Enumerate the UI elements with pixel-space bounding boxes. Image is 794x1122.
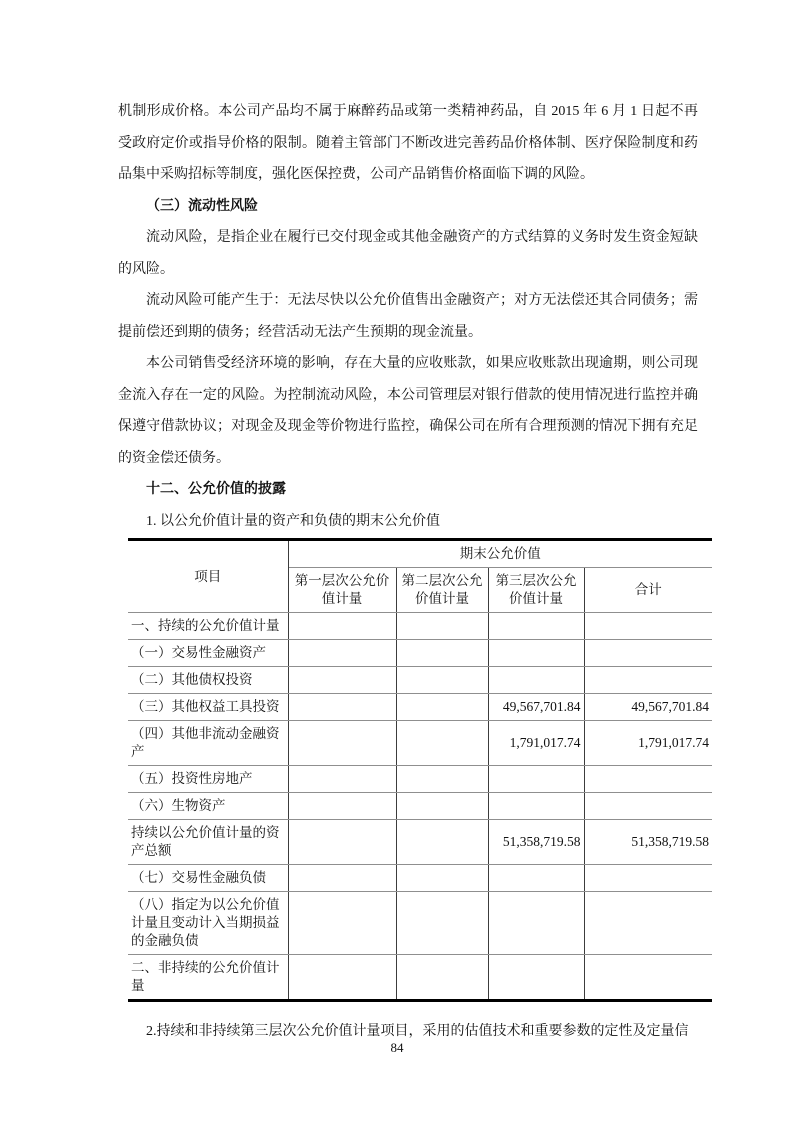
fair-value-table-body xyxy=(128,613,712,1001)
column-header-level2: 第二层次公允价值计量 xyxy=(396,568,488,613)
row-level3-value xyxy=(488,766,584,793)
row-level3-value xyxy=(488,640,584,667)
column-header-item: 项目 xyxy=(128,540,288,613)
row-level2-value xyxy=(396,865,488,892)
row-level2-value xyxy=(396,955,488,1001)
row-level1-value xyxy=(288,793,396,820)
row-level2-value xyxy=(396,613,488,640)
row-total-value xyxy=(584,613,712,640)
row-item-label: （二）其他债权投资 xyxy=(128,667,288,694)
row-level2-value xyxy=(396,667,488,694)
table-row xyxy=(128,955,712,1001)
row-level2-value xyxy=(396,892,488,955)
row-total-value xyxy=(584,955,712,1001)
row-level3-value: 49,567,701.84 xyxy=(488,694,584,721)
paragraph-liquidity-sources: 流动风险可能产生于：无法尽快以公允价值售出金融资产；对方无法偿还其合同债务；需提前偿还到期的债务；经营活动无法产生预期的现金流量。 xyxy=(118,293,698,340)
row-total-value xyxy=(584,766,712,793)
column-header-group: 期末公允价值 xyxy=(288,540,712,568)
table-row xyxy=(128,694,712,721)
row-level3-value xyxy=(488,892,584,955)
row-item-label: （六）生物资产 xyxy=(128,793,288,820)
row-level1-value xyxy=(288,613,396,640)
row-total-value xyxy=(584,640,712,667)
row-total-value xyxy=(584,865,712,892)
fair-value-table xyxy=(128,538,712,1002)
row-level3-value xyxy=(488,865,584,892)
table-row xyxy=(128,820,712,865)
heading-fair-value-disclosure: 十二、公允价值的披露 xyxy=(146,482,286,497)
table-row xyxy=(128,721,712,766)
row-level2-value xyxy=(396,694,488,721)
row-level1-value xyxy=(288,721,396,766)
row-item-label: 二、非持续的公允价值计量 xyxy=(128,955,288,1001)
row-item-label: （五）投资性房地产 xyxy=(128,766,288,793)
column-header-total: 合计 xyxy=(584,568,712,613)
row-level2-value xyxy=(396,640,488,667)
row-item-label: （一）交易性金融资产 xyxy=(128,640,288,667)
row-total-value: 1,791,017.74 xyxy=(584,721,712,766)
fair-value-table-header xyxy=(128,540,712,613)
row-level3-value xyxy=(488,667,584,694)
row-level1-value xyxy=(288,892,396,955)
row-total-value: 49,567,701.84 xyxy=(584,694,712,721)
table-row xyxy=(128,613,712,640)
row-level1-value xyxy=(288,955,396,1001)
row-item-label: （七）交易性金融负债 xyxy=(128,865,288,892)
row-level1-value xyxy=(288,667,396,694)
row-item-label: （八）指定为以公允价值计量且变动计入当期损益的金融负债 xyxy=(128,892,288,955)
table-row xyxy=(128,892,712,955)
row-item-label: （三）其他权益工具投资 xyxy=(128,694,288,721)
row-item-label: 持续以公允价值计量的资产总额 xyxy=(128,820,288,865)
row-total-value xyxy=(584,892,712,955)
row-level2-value xyxy=(396,766,488,793)
row-level1-value xyxy=(288,820,396,865)
row-level1-value xyxy=(288,694,396,721)
heading-liquidity-risk: （三）流动性风险 xyxy=(146,198,258,214)
footnote-valuation-techniques: 2.持续和非持续第三层次公允价值计量项目，采用的估值技术和重要参数的定性及定量信 xyxy=(146,1024,689,1039)
row-level3-value xyxy=(488,955,584,1001)
page-number: 84 xyxy=(390,1040,404,1055)
row-level2-value xyxy=(396,721,488,766)
row-total-value: 51,358,719.58 xyxy=(584,820,712,865)
paragraph-liquidity-definition: 流动风险，是指企业在履行已交付现金或其他金融资产的方式结算的义务时发生资金短缺的风险。 xyxy=(118,230,698,277)
paragraph-price-mechanism: 机制形成价格。本公司产品均不属于麻醉药品或第一类精神药品，自 2015 年 6 月 1 日起不再受政府定价或指导价格的限制。随着主管部门不断改进完善药品价格体制、医疗保险制度和药品集中采购招标等制度，强化医保控费，公司产品销售价格面临下调的风险。 xyxy=(118,104,698,182)
row-level2-value xyxy=(396,793,488,820)
row-level3-value: 1,791,017.74 xyxy=(488,721,584,766)
table-row xyxy=(128,766,712,793)
row-level3-value xyxy=(488,793,584,820)
row-level3-value: 51,358,719.58 xyxy=(488,820,584,865)
page-content xyxy=(118,96,709,1048)
row-total-value xyxy=(584,667,712,694)
subheading-fair-value-item1: 1. 以公允价值计量的资产和负债的期末公允价值 xyxy=(146,513,440,529)
row-level3-value xyxy=(488,613,584,640)
table-row xyxy=(128,640,712,667)
row-level2-value xyxy=(396,820,488,865)
paragraph-liquidity-control: 本公司销售受经济环境的影响，存在大量的应收账款，如果应收账款出现逾期，则公司现金流入存在一定的风险。为控制流动风险，本公司管理层对银行借款的使用情况进行监控并确保遵守借款协议；对现金及现金等价物进行监控，确保公司在所有合理预测的情况下拥有充足的资金偿还债务。 xyxy=(118,356,698,466)
table-row xyxy=(128,667,712,694)
column-header-level1: 第一层次公允价值计量 xyxy=(288,568,396,613)
row-total-value xyxy=(584,793,712,820)
column-header-level3: 第三层次公允价值计量 xyxy=(488,568,584,613)
row-level1-value xyxy=(288,865,396,892)
table-row xyxy=(128,865,712,892)
row-item-label: 一、持续的公允价值计量 xyxy=(128,613,288,640)
row-level1-value xyxy=(288,766,396,793)
table-row xyxy=(128,793,712,820)
row-item-label: （四）其他非流动金融资产 xyxy=(128,721,288,766)
row-level1-value xyxy=(288,640,396,667)
